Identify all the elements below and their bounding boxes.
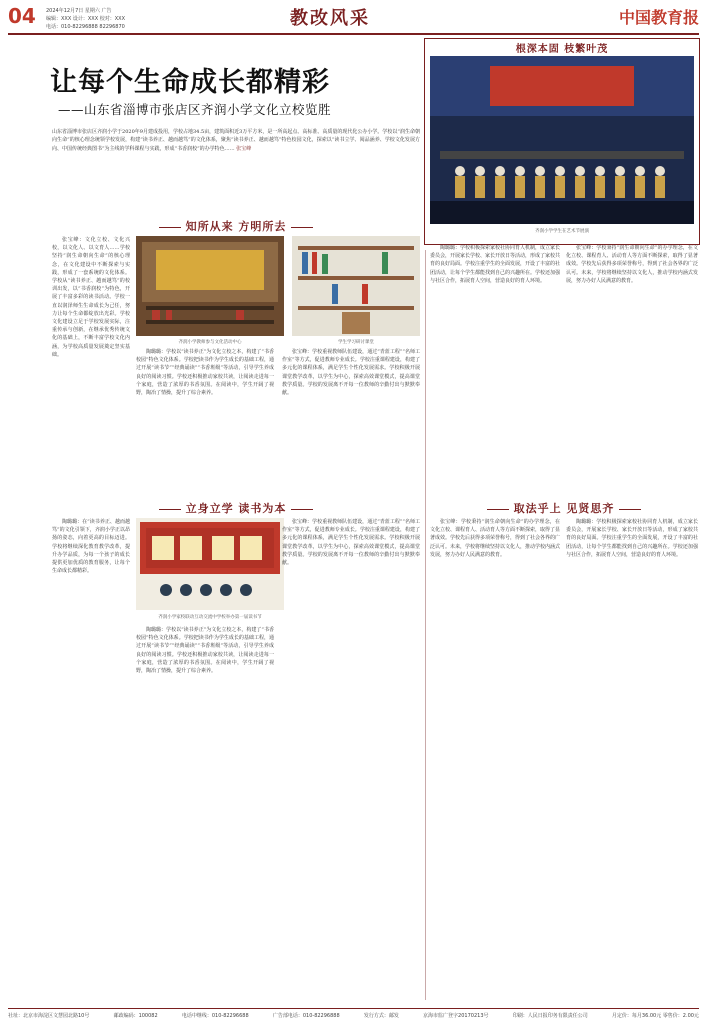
sub-headline: ——山东省淄博市张店区齐润小学文化立校览胜 xyxy=(58,102,332,117)
page-number: 04 xyxy=(8,4,36,28)
footer-license: 京海市监广登字20170213号 xyxy=(423,1013,489,1019)
body-column-7 xyxy=(136,626,274,1002)
section-banner-3: 取法乎上 见贤思齐 xyxy=(430,500,698,516)
stage-performance-photo xyxy=(430,56,694,224)
footer-address: 社址：北京市海淀区文慧园北路10号 xyxy=(8,1013,90,1019)
editor-credit: 编辑：XXX 设计：XXX 校对：XXX xyxy=(46,16,126,22)
lead-byline: 张宝峰 xyxy=(236,145,252,152)
body-column-4 xyxy=(430,244,560,494)
classroom-photo-caption: 学生学习研讨课堂 xyxy=(338,340,374,345)
lead-paragraph xyxy=(52,128,420,153)
bookshelf-classroom-photo xyxy=(292,236,420,336)
library-photo-caption: 齐润小学教师参与文化活动中心 xyxy=(178,340,242,345)
section-banner-1: 知所从来 方明所去 xyxy=(52,218,420,234)
footer-price: 月定价：每月36.00元 零售价：2.00元 xyxy=(611,1013,699,1019)
body-column-6 xyxy=(52,518,130,1002)
body-paragraph: 陶璐璐：学校以“读书养正”为文化立校之本，构建了“书香校园”特色文化体系。学校把读书作为学生成长的基础工程，通过开展“读书节”“经典诵读”“书香班级”等活动，引导学生养成良好的阅读习惯。学校还积极推动家校共读，让阅读走进每一个家庭，营造了浓厚的书香氛围。在阅读中，学生开阔了视野，陶冶了情操，提升了综合素养。 xyxy=(136,627,274,675)
main-headline: 让每个生命成长都精彩 xyxy=(50,67,330,98)
footer-ad-dept: 广告部电话：010-82296888 xyxy=(272,1013,340,1019)
lead-text: 山东省淄博市张店区齐润小学于2020年9月建成投用，学校占地34.5亩，建筑面积近3万平方米，是一所高起点、高标准、高质量的现代化公办小学。学校以“润生命朝向生命”的核心理念统领学校发展，构建“读书养正、越而越笃”的文化体系，聚焦“读书养正、越而越笃”特色校园文化，探索以“读书立学、阅品涵养、学校文化发展方向、中国传统经典图书”为主线的学科课程与实践，形成“书香润校”的办学特色…… xyxy=(52,129,420,152)
body-paragraph: 张宝峰：文化立校、文化兴校，以文化人、以文育人……学校坚持“润生命朝向生命”的核心理念，在文化建设中不断探索与实践，形成了一套系统的文化体系。学校从“读书养正、越而越笃”的校训出发，以“书香润校”为特色，开展了丰富多彩的读书活动。学校一直以润泽师生生命成长为己任，努力让每个生命都绽放出光彩。学校文化建设立足于学校发展实际，注重传承与创新，在继承优秀传统文化的基础上，不断丰富学校文化内涵，为学校高质量发展奠定坚实基础。 xyxy=(52,237,130,358)
right-feature-title: 根深本固 枝繁叶茂 xyxy=(515,44,609,55)
body-column-10 xyxy=(566,518,698,918)
page-header xyxy=(0,0,707,34)
column-divider xyxy=(425,250,426,1000)
body-paragraph: 陶璐璐：学校积极探索家校社协同育人机制，成立家长委员会，开展家长学校、家长开放日等活动，形成了家校共育的良好局面。学校注重学生的全面发展，开设了丰富的社团活动，让每个学生都能找到自己的兴趣所在。学校还加强与社区合作，拓展育人空间，营造良好的育人环境。 xyxy=(430,245,560,284)
campaign-photo-caption: 齐润小学家校联动互动交流中学校举办第一届读书节 xyxy=(158,615,262,620)
issue-date: 2024年12月7日 星期六 广告 xyxy=(46,8,112,14)
body-column-1 xyxy=(52,236,130,494)
body-paragraph: 陶璐璐：学校积极探索家校社协同育人机制，成立家长委员会，开展家长学校、家长开放日等活动，形成了家校共育的良好局面。学校注重学生的全面发展，开设了丰富的社团活动，让每个学生都能找到自己的兴趣所在。学校还加强与社区合作，拓展育人空间，营造良好的育人环境。 xyxy=(566,519,698,558)
stage-photo-caption: 齐润小学学生在艺术节展演 xyxy=(535,229,589,234)
footer-phone: 电话中继线：010-82296688 xyxy=(181,1013,249,1019)
body-column-3 xyxy=(282,348,420,494)
body-paragraph: 陶璐璐：学校以“读书养正”为文化立校之本，构建了“书香校园”特色文化体系。学校把读书作为学生成长的基础工程，通过开展“读书节”“经典诵读”“书香班级”等活动，引导学生养成良好的阅读习惯。学校还积极推动家校共读，让阅读走进每一个家庭，营造了浓厚的书香氛围。在阅读中，学生开阔了视野，陶冶了情操，提升了综合素养。 xyxy=(136,349,274,397)
body-paragraph: 张宝峰：学校秉持“润生命朝向生命”的办学理念，在文化立校、课程育人、活动育人等方面不断探索，取得了显著成效。学校先后获得多项荣誉称号，得到了社会各界的广泛认可。未来，学校将继续坚持以文化人，推动学校内涵式发展，努力办好人民满意的教育。 xyxy=(430,519,560,558)
body-paragraph: 张宝峰：学校重视教师队伍建设，通过“青蓝工程”“名师工作室”等方式，促进教师专业成长。学校注重课程建设，构建了多元化的课程体系，满足学生个性化发展需求。学校积极开展课堂教学改革，以学生为中心，探索高效课堂模式，提高课堂教学质量。学校的发展离不开每一位教师的辛勤付出与默默奉献。 xyxy=(282,349,420,397)
footer-issue: 发行方式：邮发 xyxy=(363,1013,399,1019)
library-display-photo xyxy=(136,236,284,336)
header-info xyxy=(46,7,125,31)
footer-printer: 印刷：人民日报印务有限责任公司 xyxy=(512,1013,588,1019)
header-rule xyxy=(8,33,699,35)
body-paragraph: 张宝峰：学校重视教师队伍建设，通过“青蓝工程”“名师工作室”等方式，促进教师专业成长。学校注重课程建设，构建了多元化的课程体系，满足学生个性化发展需求。学校积极开展课堂教学改革，以学生为中心，探索高效课堂模式，提高课堂教学质量。学校的发展离不开每一位教师的辛勤付出与默默奉献。 xyxy=(282,519,420,567)
section-banner-2: 立身立学 读书为本 xyxy=(52,500,420,516)
footer-postcode: 邮政编码：100082 xyxy=(113,1013,158,1019)
body-column-9 xyxy=(430,518,560,1002)
reading-campaign-banner-photo xyxy=(136,518,284,610)
body-paragraph: 张宝峰：学校秉持“润生命朝向生命”的办学理念，在文化立校、课程育人、活动育人等方面不断探索，取得了显著成效。学校先后获得多项荣誉称号，得到了社会各界的广泛认可。未来，学校将继续坚持以文化人，推动学校内涵式发展，努力办好人民满意的教育。 xyxy=(566,245,698,284)
page-footer xyxy=(8,1008,699,1020)
body-column-2 xyxy=(136,348,274,494)
header-phone: 电话：010-82296888 82296870 xyxy=(46,24,125,30)
body-column-5 xyxy=(566,244,698,494)
section-title: 教改风采 xyxy=(290,8,370,29)
body-column-8 xyxy=(282,518,420,1002)
body-paragraph: 陶璐璐：在“读书养正、越而越笃”的文化引领下，齐润小学正以昂扬的姿态，向着更高的目标迈进。学校将继续深化教育教学改革，提升办学品质，为每一个孩子的成长提供更加优质的教育服务，让每个生命成长都精彩。 xyxy=(52,519,130,575)
newspaper-logo: 中国教育报 xyxy=(618,8,699,27)
